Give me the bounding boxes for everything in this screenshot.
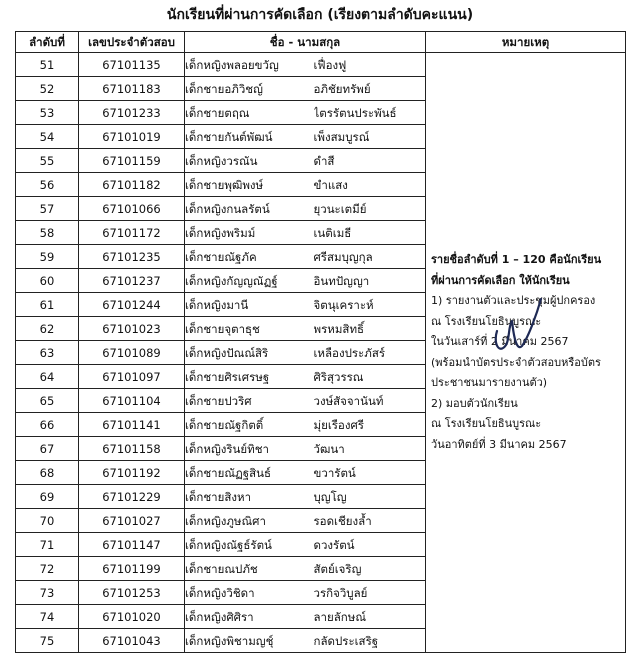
last-name-cell: เนติเมธี bbox=[314, 221, 426, 245]
first-name-cell: เด็กหญิงพลอยขวัญ bbox=[185, 53, 314, 77]
rank-cell: 56 bbox=[16, 173, 79, 197]
last-name-cell: จิตนุเคราะห์ bbox=[314, 293, 426, 317]
last-name-cell: เพ็งสมบูรณ์ bbox=[314, 125, 426, 149]
rank-cell: 69 bbox=[16, 485, 79, 509]
rank-cell: 75 bbox=[16, 629, 79, 653]
first-name-cell: เด็กหญิงภูษณิศา bbox=[185, 509, 314, 533]
last-name-cell: อินทปัญญา bbox=[314, 269, 426, 293]
last-name-cell: รอดเชียงล้ำ bbox=[314, 509, 426, 533]
exam-id-cell: 67101253 bbox=[79, 581, 185, 605]
exam-id-cell: 67101158 bbox=[79, 437, 185, 461]
first-name-cell: เด็กชายจุตาธุช bbox=[185, 317, 314, 341]
first-name-cell: เด็กหญิงศิศิรา bbox=[185, 605, 314, 629]
table-body bbox=[16, 53, 626, 653]
rank-cell: 65 bbox=[16, 389, 79, 413]
first-name-cell: เด็กชายตฤณ bbox=[185, 101, 314, 125]
last-name-cell: กลัดประเสริฐ bbox=[314, 629, 426, 653]
note-heading-line-2: ที่ผ่านการคัดเลือก ให้นักเรียน bbox=[431, 273, 570, 287]
rank-cell: 62 bbox=[16, 317, 79, 341]
exam-id-cell: 67101172 bbox=[79, 221, 185, 245]
first-name-cell: เด็กหญิงกนลรัตน์ bbox=[185, 197, 314, 221]
rank-cell: 73 bbox=[16, 581, 79, 605]
rank-cell: 64 bbox=[16, 365, 79, 389]
first-name-cell: เด็กชายศิรเศรษฐ bbox=[185, 365, 314, 389]
last-name-cell: สัตย์เจริญ bbox=[314, 557, 426, 581]
exam-id-cell: 67101141 bbox=[79, 413, 185, 437]
rank-cell: 58 bbox=[16, 221, 79, 245]
rank-cell: 72 bbox=[16, 557, 79, 581]
header-rank: ลำดับที่ bbox=[16, 32, 79, 53]
rank-cell: 63 bbox=[16, 341, 79, 365]
first-name-cell: เด็กหญิงปัณณ์สิริ bbox=[185, 341, 314, 365]
exam-id-cell: 67101104 bbox=[79, 389, 185, 413]
exam-id-cell: 67101237 bbox=[79, 269, 185, 293]
exam-id-cell: 67101235 bbox=[79, 245, 185, 269]
last-name-cell: ขำแสง bbox=[314, 173, 426, 197]
rank-cell: 51 bbox=[16, 53, 79, 77]
last-name-cell: ดวงรัตน์ bbox=[314, 533, 426, 557]
last-name-cell: วรกิจวิบูลย์ bbox=[314, 581, 426, 605]
note-heading-line-1: รายชื่อลำดับที่ 1 – 120 คือนักเรียน bbox=[431, 253, 602, 266]
first-name-cell: เด็กชายปวริศ bbox=[185, 389, 314, 413]
note-line-4: (พร้อมนำบัตรประจำตัวสอบหรือบัตร bbox=[431, 355, 601, 369]
last-name-cell: ดำสี bbox=[314, 149, 426, 173]
exam-id-cell: 67101182 bbox=[79, 173, 185, 197]
rank-cell: 61 bbox=[16, 293, 79, 317]
last-name-cell: เฟื่องฟู bbox=[314, 53, 426, 77]
last-name-cell: ไตรรัตนประพันธ์ bbox=[314, 101, 426, 125]
rank-cell: 60 bbox=[16, 269, 79, 293]
last-name-cell: บุญโญ bbox=[314, 485, 426, 509]
note-line-7: ณ โรงเรียนโยธินบูรณะ bbox=[431, 417, 542, 430]
last-name-cell: พรหมสิทธิ์ bbox=[314, 317, 426, 341]
student-table bbox=[15, 31, 626, 653]
first-name-cell: เด็กหญิงมานี bbox=[185, 293, 314, 317]
rank-cell: 70 bbox=[16, 509, 79, 533]
page-title: นักเรียนที่ผ่านการคัดเลือก (เรียงตามลำดับคะแนน) bbox=[166, 7, 474, 23]
first-name-cell: เด็กหญิงพิชามญชุ์ bbox=[185, 629, 314, 653]
last-name-cell: อภิชัยทรัพย์ bbox=[314, 77, 426, 101]
exam-id-cell: 67101043 bbox=[79, 629, 185, 653]
last-name-cell: ศิริสุวรรณ bbox=[314, 365, 426, 389]
exam-id-cell: 67101199 bbox=[79, 557, 185, 581]
first-name-cell: เด็กชายอภิวิชญ์ bbox=[185, 77, 314, 101]
exam-id-cell: 67101244 bbox=[79, 293, 185, 317]
last-name-cell: มุ่ยเรืองศรี bbox=[314, 413, 426, 437]
header-name: ชื่อ - นามสกุล bbox=[185, 32, 426, 53]
header-exam-id: เลขประจำตัวสอบ bbox=[79, 32, 185, 53]
first-name-cell: เด็กหญิงวรณัน bbox=[185, 149, 314, 173]
note-line-6: 2) มอบตัวนักเรียน bbox=[431, 396, 518, 410]
header-remark: หมายเหตุ bbox=[426, 32, 626, 53]
note-line-3: ในวันเสาร์ที่ 2 มีนาคม 2567 bbox=[431, 335, 569, 348]
rank-cell: 52 bbox=[16, 77, 79, 101]
exam-id-cell: 67101020 bbox=[79, 605, 185, 629]
note-line-2: ณ โรงเรียนโยธินบูรณะ bbox=[431, 314, 542, 328]
first-name-cell: เด็กหญิงวิชิดา bbox=[185, 581, 314, 605]
exam-id-cell: 67101183 bbox=[79, 77, 185, 101]
exam-id-cell: 67101066 bbox=[79, 197, 185, 221]
exam-id-cell: 67101019 bbox=[79, 125, 185, 149]
last-name-cell: ศรีสมบุญกุล bbox=[314, 245, 426, 269]
first-name-cell: เด็กชายณัฐภัค bbox=[185, 245, 314, 269]
exam-id-cell: 67101027 bbox=[79, 509, 185, 533]
note-line-1: 1) รายงานตัวและประชุมผู้ปกครอง bbox=[431, 294, 596, 307]
exam-id-cell: 67101089 bbox=[79, 341, 185, 365]
last-name-cell: วงษ์สัจจานันท์ bbox=[314, 389, 426, 413]
first-name-cell: เด็กชายณัฏฐสินธ์ bbox=[185, 461, 314, 485]
table-row bbox=[16, 53, 626, 77]
rank-cell: 71 bbox=[16, 533, 79, 557]
exam-id-cell: 67101192 bbox=[79, 461, 185, 485]
note-line-5: ประชาชนมารายงานตัว) bbox=[431, 376, 548, 389]
exam-id-cell: 67101147 bbox=[79, 533, 185, 557]
rank-cell: 57 bbox=[16, 197, 79, 221]
exam-id-cell: 67101135 bbox=[79, 53, 185, 77]
last-name-cell: วัฒนา bbox=[314, 437, 426, 461]
rank-cell: 59 bbox=[16, 245, 79, 269]
first-name-cell: เด็กชายสิงหา bbox=[185, 485, 314, 509]
first-name-cell: เด็กหญิงรินย์ทิชา bbox=[185, 437, 314, 461]
first-name-cell: เด็กหญิงกัญญณัฏฐ์ bbox=[185, 269, 314, 293]
exam-id-cell: 67101023 bbox=[79, 317, 185, 341]
rank-cell: 53 bbox=[16, 101, 79, 125]
remark-cell bbox=[426, 53, 626, 653]
rank-cell: 66 bbox=[16, 413, 79, 437]
first-name-cell: เด็กหญิงณัฐธ์รัตน์ bbox=[185, 533, 314, 557]
first-name-cell: เด็กชายณปภัช bbox=[185, 557, 314, 581]
first-name-cell: เด็กหญิงพริมม์ bbox=[185, 221, 314, 245]
first-name-cell: เด็กชายกันต์พัฒน์ bbox=[185, 125, 314, 149]
table-header-row bbox=[16, 32, 626, 53]
exam-id-cell: 67101159 bbox=[79, 149, 185, 173]
last-name-cell: ลายลักษณ์ bbox=[314, 605, 426, 629]
rank-cell: 54 bbox=[16, 125, 79, 149]
note-line-8: วันอาทิตย์ที่ 3 มีนาคม 2567 bbox=[431, 437, 567, 451]
signature-image bbox=[491, 291, 571, 361]
exam-id-cell: 67101229 bbox=[79, 485, 185, 509]
exam-id-cell: 67101233 bbox=[79, 101, 185, 125]
rank-cell: 68 bbox=[16, 461, 79, 485]
last-name-cell: เหลืองประภัสร์ bbox=[314, 341, 426, 365]
last-name-cell: ยุวนะเตมีย์ bbox=[314, 197, 426, 221]
first-name-cell: เด็กชายณัฐกิตติ์ bbox=[185, 413, 314, 437]
first-name-cell: เด็กชายพุฒิพงษ์ bbox=[185, 173, 314, 197]
exam-id-cell: 67101097 bbox=[79, 365, 185, 389]
last-name-cell: ขวารัตน์ bbox=[314, 461, 426, 485]
rank-cell: 55 bbox=[16, 149, 79, 173]
rank-cell: 74 bbox=[16, 605, 79, 629]
rank-cell: 67 bbox=[16, 437, 79, 461]
